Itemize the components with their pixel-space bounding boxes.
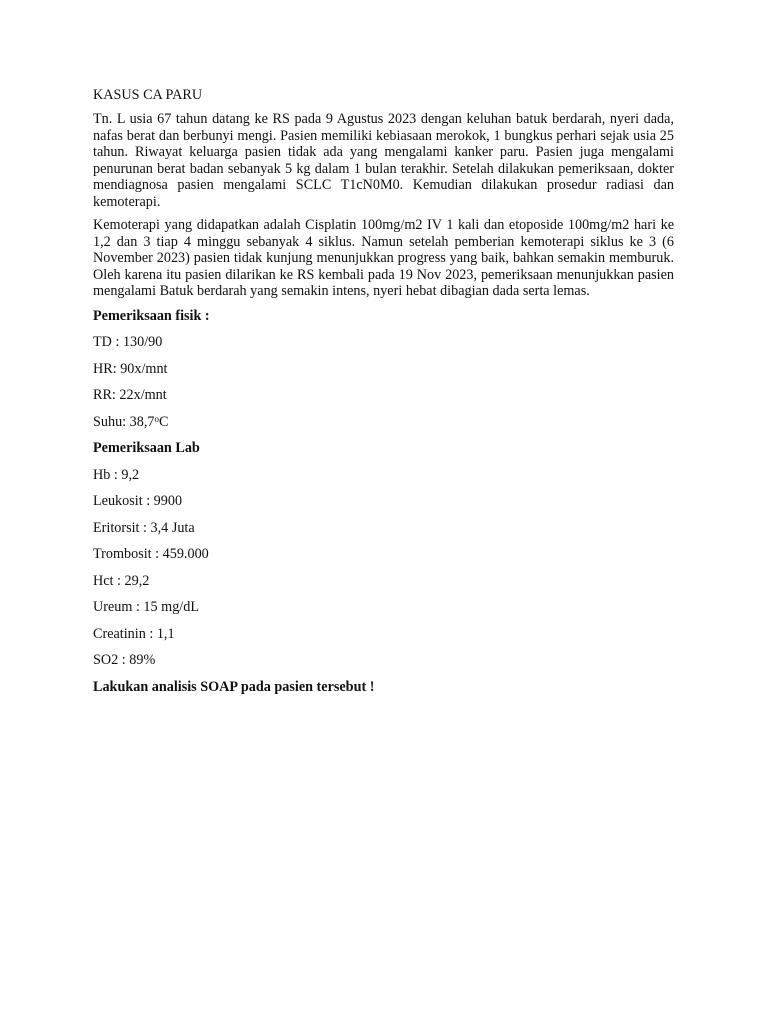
suhu-value: Suhu: 38,7	[93, 413, 155, 430]
lab-item-hct: Hct : 29,2	[93, 572, 150, 589]
degree-superscript: o	[154, 413, 159, 424]
lab-item-hb: Hb : 9,2	[93, 466, 140, 483]
lab-item-eritrosit: Eritorsit : 3,4 Juta	[93, 519, 195, 536]
lab-item-trombosit: Trombosit : 459.000	[93, 546, 209, 562]
vital-hr: HR: 90x/mnt	[93, 360, 168, 377]
lab-item-so2: SO2 : 89%	[93, 652, 156, 668]
suhu-unit: C	[159, 413, 169, 430]
document-title: KASUS CA PARU	[93, 87, 203, 103]
instruction-text: Lakukan analisis SOAP pada pasien tersebut !	[93, 678, 375, 695]
lab-item-ureum: Ureum : 15 mg/dL	[93, 599, 199, 615]
vital-suhu	[93, 413, 674, 432]
document-page	[93, 86, 674, 704]
vital-td: TD : 130/90	[93, 334, 163, 350]
vital-rr: RR: 22x/mnt	[93, 387, 167, 403]
case-paragraph-1: Tn. L usia 67 tahun datang ke RS pada 9 Agustus 2023 dengan keluhan batuk berdarah, nyeri dada, nafas berat dan berbunyi mengi. Pasien memiliki kebiasaan merokok, 1 bungkus perhari sejak usia 25 tahun. Riwayat keluarga pasien tidak ada yang mengalami kanker paru. Pasien juga mengalami penurunan berat badan sebanyak 5 kg dalam 1 bulan terakhir. Setelah dilakukan pemeriksaan, dokter mendiagnosa pasien mengalami SCLC T1cN0M0. Kemudian dilakukan prosedur radiasi dan kemoterapi.	[93, 111, 674, 210]
lab-item-creatinin: Creatinin : 1,1	[93, 625, 175, 642]
physical-exam-heading: Pemeriksaan fisik :	[93, 307, 210, 324]
case-paragraph-2: Kemoterapi yang didapatkan adalah Cisplatin 100mg/m2 IV 1 kali dan etoposide 100mg/m2 hari ke 1,2 dan 3 tiap 4 minggu sebanyak 4 siklus. Namun setelah pemberian kemoterapi siklus ke 3 (6 November 2023) pasien tidak kunjung menunjukkan progress yang baik, bahkan semakin memburuk. Oleh karena itu pasien dilarikan ke RS kembali pada 19 Nov 2023, pemeriksaan menunjukkan pasien mengalami Batuk berdarah yang semakin intens, nyeri hebat dibagian dada serta lemas.	[93, 217, 674, 299]
lab-exam-heading: Pemeriksaan Lab	[93, 440, 200, 456]
lab-item-leukosit: Leukosit : 9900	[93, 493, 183, 509]
